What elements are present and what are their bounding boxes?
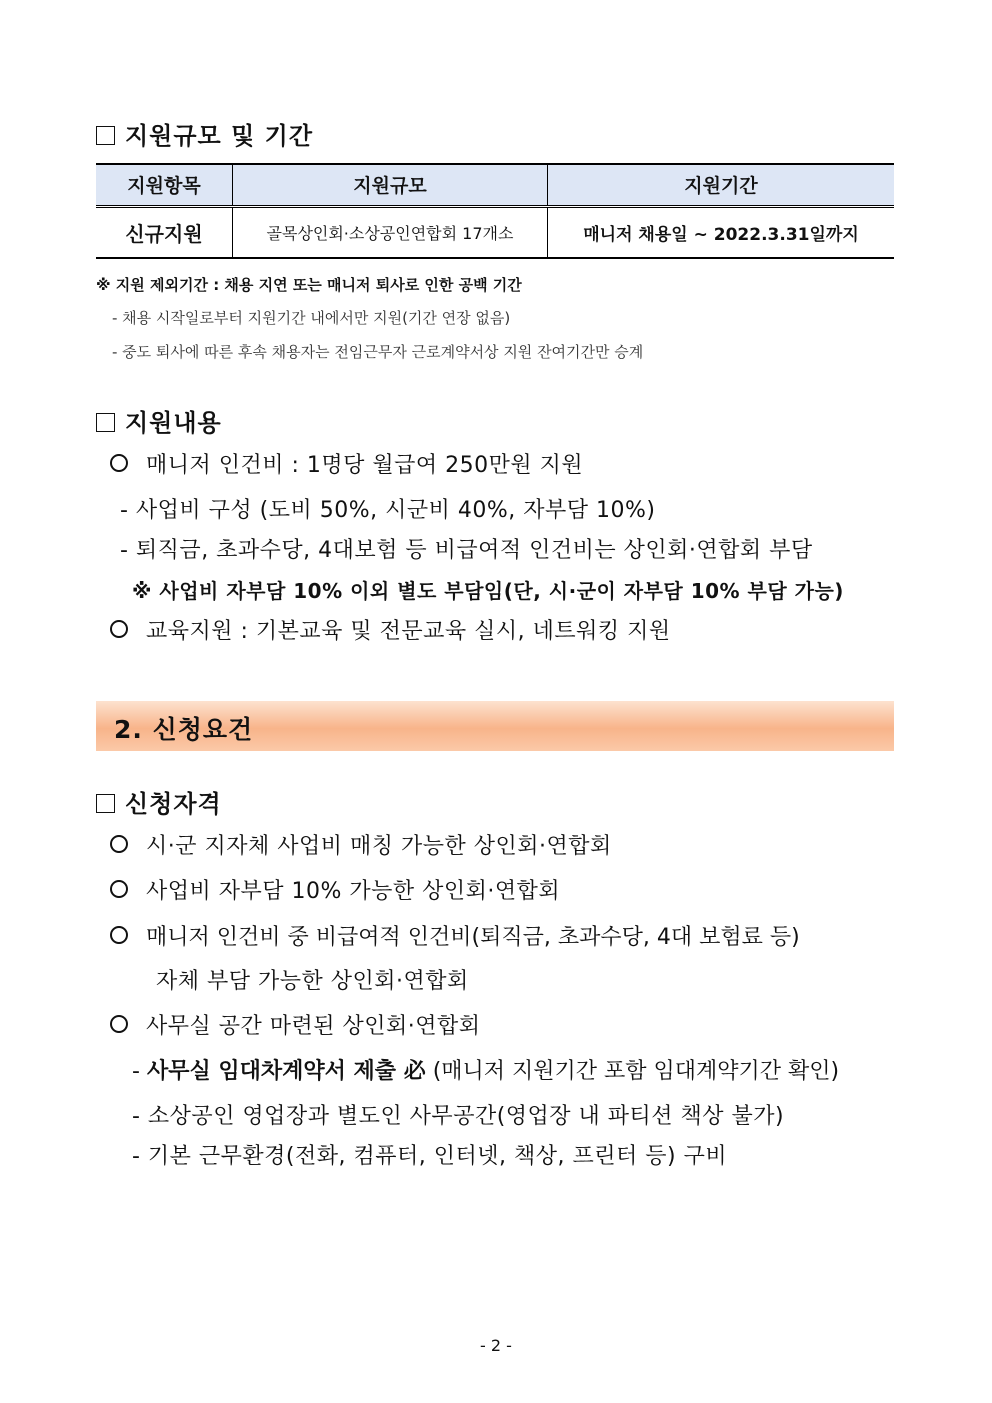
lease-detail-text: (매니저 지원기간 포함 임대계약기간 확인): [432, 1059, 840, 1084]
checkbox-square-icon: [96, 794, 115, 813]
section-heading-support-scale: 지원규모 및 기간: [96, 116, 313, 151]
bullet-eligibility: 시·군 지자체 사업비 매칭 가능한 상인회·연합회: [110, 829, 612, 860]
section-heading-eligibility: 신청자격: [96, 784, 222, 819]
page-number: - 2 -: [480, 1336, 512, 1355]
circle-bullet-icon: [110, 454, 128, 472]
table-header-row: [96, 164, 894, 206]
note-item: - 채용 시작일로부터 지원기간 내에서만 지원(기간 연장 없음): [112, 309, 511, 327]
bullet-education: 교육지원 : 기본교육 및 전문교육 실시, 네트워킹 지원: [110, 614, 671, 645]
bullet-eligibility: 사업비 자부담 10% 가능한 상인회·연합회: [110, 874, 560, 905]
col-header-period: 지원기간: [548, 164, 895, 206]
lease-required-text: 사무실 임대차계약서 제출 必: [146, 1059, 426, 1084]
col-header-scale: 지원규모: [233, 164, 548, 206]
chapter-title: 2. 신청요건: [114, 715, 254, 744]
cell-period: 매니저 채용일 ~ 2022.3.31일까지: [548, 206, 895, 258]
col-header-item: 지원항목: [96, 164, 233, 206]
circle-bullet-icon: [110, 620, 128, 638]
chapter-band: [96, 701, 894, 751]
note-self-burden: ※ 사업비 자부담 10% 이외 별도 부담임(단, 시·군이 자부담 10% 부담 가능): [132, 579, 844, 603]
section-heading-support-content: 지원내용: [96, 403, 222, 438]
checkbox-square-icon: [96, 126, 115, 145]
circle-bullet-icon: [110, 880, 128, 898]
note-item: - 중도 퇴사에 따른 후속 채용자는 전임근무자 근로계약서상 지원 잔여기간만 승계: [112, 343, 644, 361]
cell-category: 신규지원: [96, 206, 233, 258]
bullet-eligibility: 매니저 인건비 중 비급여적 인건비(퇴직금, 초과수당, 4대 보험료 등): [110, 920, 800, 951]
support-table: [96, 163, 894, 259]
dash-work-environment: - 기본 근무환경(전화, 컴퓨터, 인터넷, 책상, 프린터 등) 구비: [132, 1144, 728, 1169]
dash-lease-contract: - 사무실 임대차계약서 제출 必 (매니저 지원기간 포함 임대계약기간 확인): [132, 1059, 840, 1084]
table-row: [96, 206, 894, 258]
circle-bullet-icon: [110, 835, 128, 853]
circle-bullet-icon: [110, 926, 128, 944]
bullet-manager-salary: 매니저 인건비 : 1명당 월급여 250만원 지원: [110, 448, 583, 479]
dash-burden: - 퇴직금, 초과수당, 4대보험 등 비급여적 인건비는 상인회·연합회 부담: [120, 538, 813, 563]
cell-scale: 골목상인회·소상공인연합회 17개소: [233, 206, 548, 258]
dash-office-space: - 소상공인 영업장과 별도인 사무공간(영업장 내 파티션 책상 불가): [132, 1104, 785, 1129]
bullet-eligibility: 사무실 공간 마련된 상인회·연합회: [110, 1009, 481, 1040]
circle-bullet-icon: [110, 1015, 128, 1033]
checkbox-square-icon: [96, 413, 115, 432]
note-exclusion: ※ 지원 제외기간 : 채용 지연 또는 매니저 퇴사로 인한 공백 기간: [96, 276, 522, 294]
bullet-continuation: 자체 부담 가능한 상인회·연합회: [156, 969, 469, 994]
dash-budget: - 사업비 구성 (도비 50%, 시군비 40%, 자부담 10%): [120, 498, 656, 523]
